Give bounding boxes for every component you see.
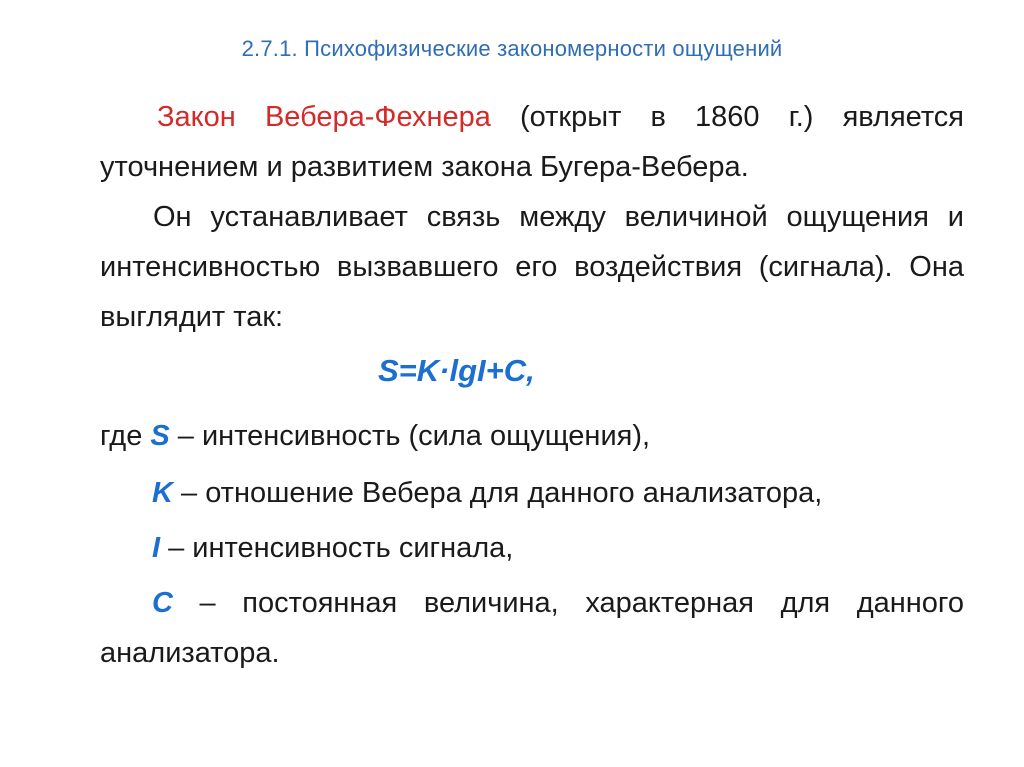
definition-text: – интенсивность сигнала,: [160, 532, 514, 564]
symbol-i: I: [152, 532, 161, 564]
paragraph-relation: Он устанавливает связь между величиной ощущения и интенсивностью вызвавшего его воздействия (сигнала). Она выглядит так:: [100, 201, 964, 333]
symbol-k: K: [152, 477, 173, 509]
definition-k: [152, 468, 822, 518]
symbol-c: C: [152, 587, 173, 619]
paragraph-weber-fechner: [100, 92, 964, 192]
definition-text: – интенсивность (сила ощущения),: [169, 420, 651, 452]
definition-text: – отношение Вебера для данного анализатора,: [172, 477, 823, 509]
definition-s: [100, 411, 650, 461]
paragraph1-rest: (открыт в 1860 г.) является уточнением и развитием закона Бугера-Вебера.: [100, 101, 964, 183]
slide-title: 2.7.1. Психофизические закономерности ощущений: [241, 36, 783, 61]
definition-text: – постоянная величина, характерная для данного анализатора.: [100, 587, 964, 669]
law-name-highlight: Закон Вебера-Фехнера: [157, 101, 491, 133]
symbol-s: S: [150, 420, 170, 452]
definition-i: [152, 523, 513, 573]
formula: S=K·lgI+C,: [378, 353, 535, 388]
definition-prefix: где: [100, 420, 151, 452]
definition-c: [100, 578, 964, 678]
